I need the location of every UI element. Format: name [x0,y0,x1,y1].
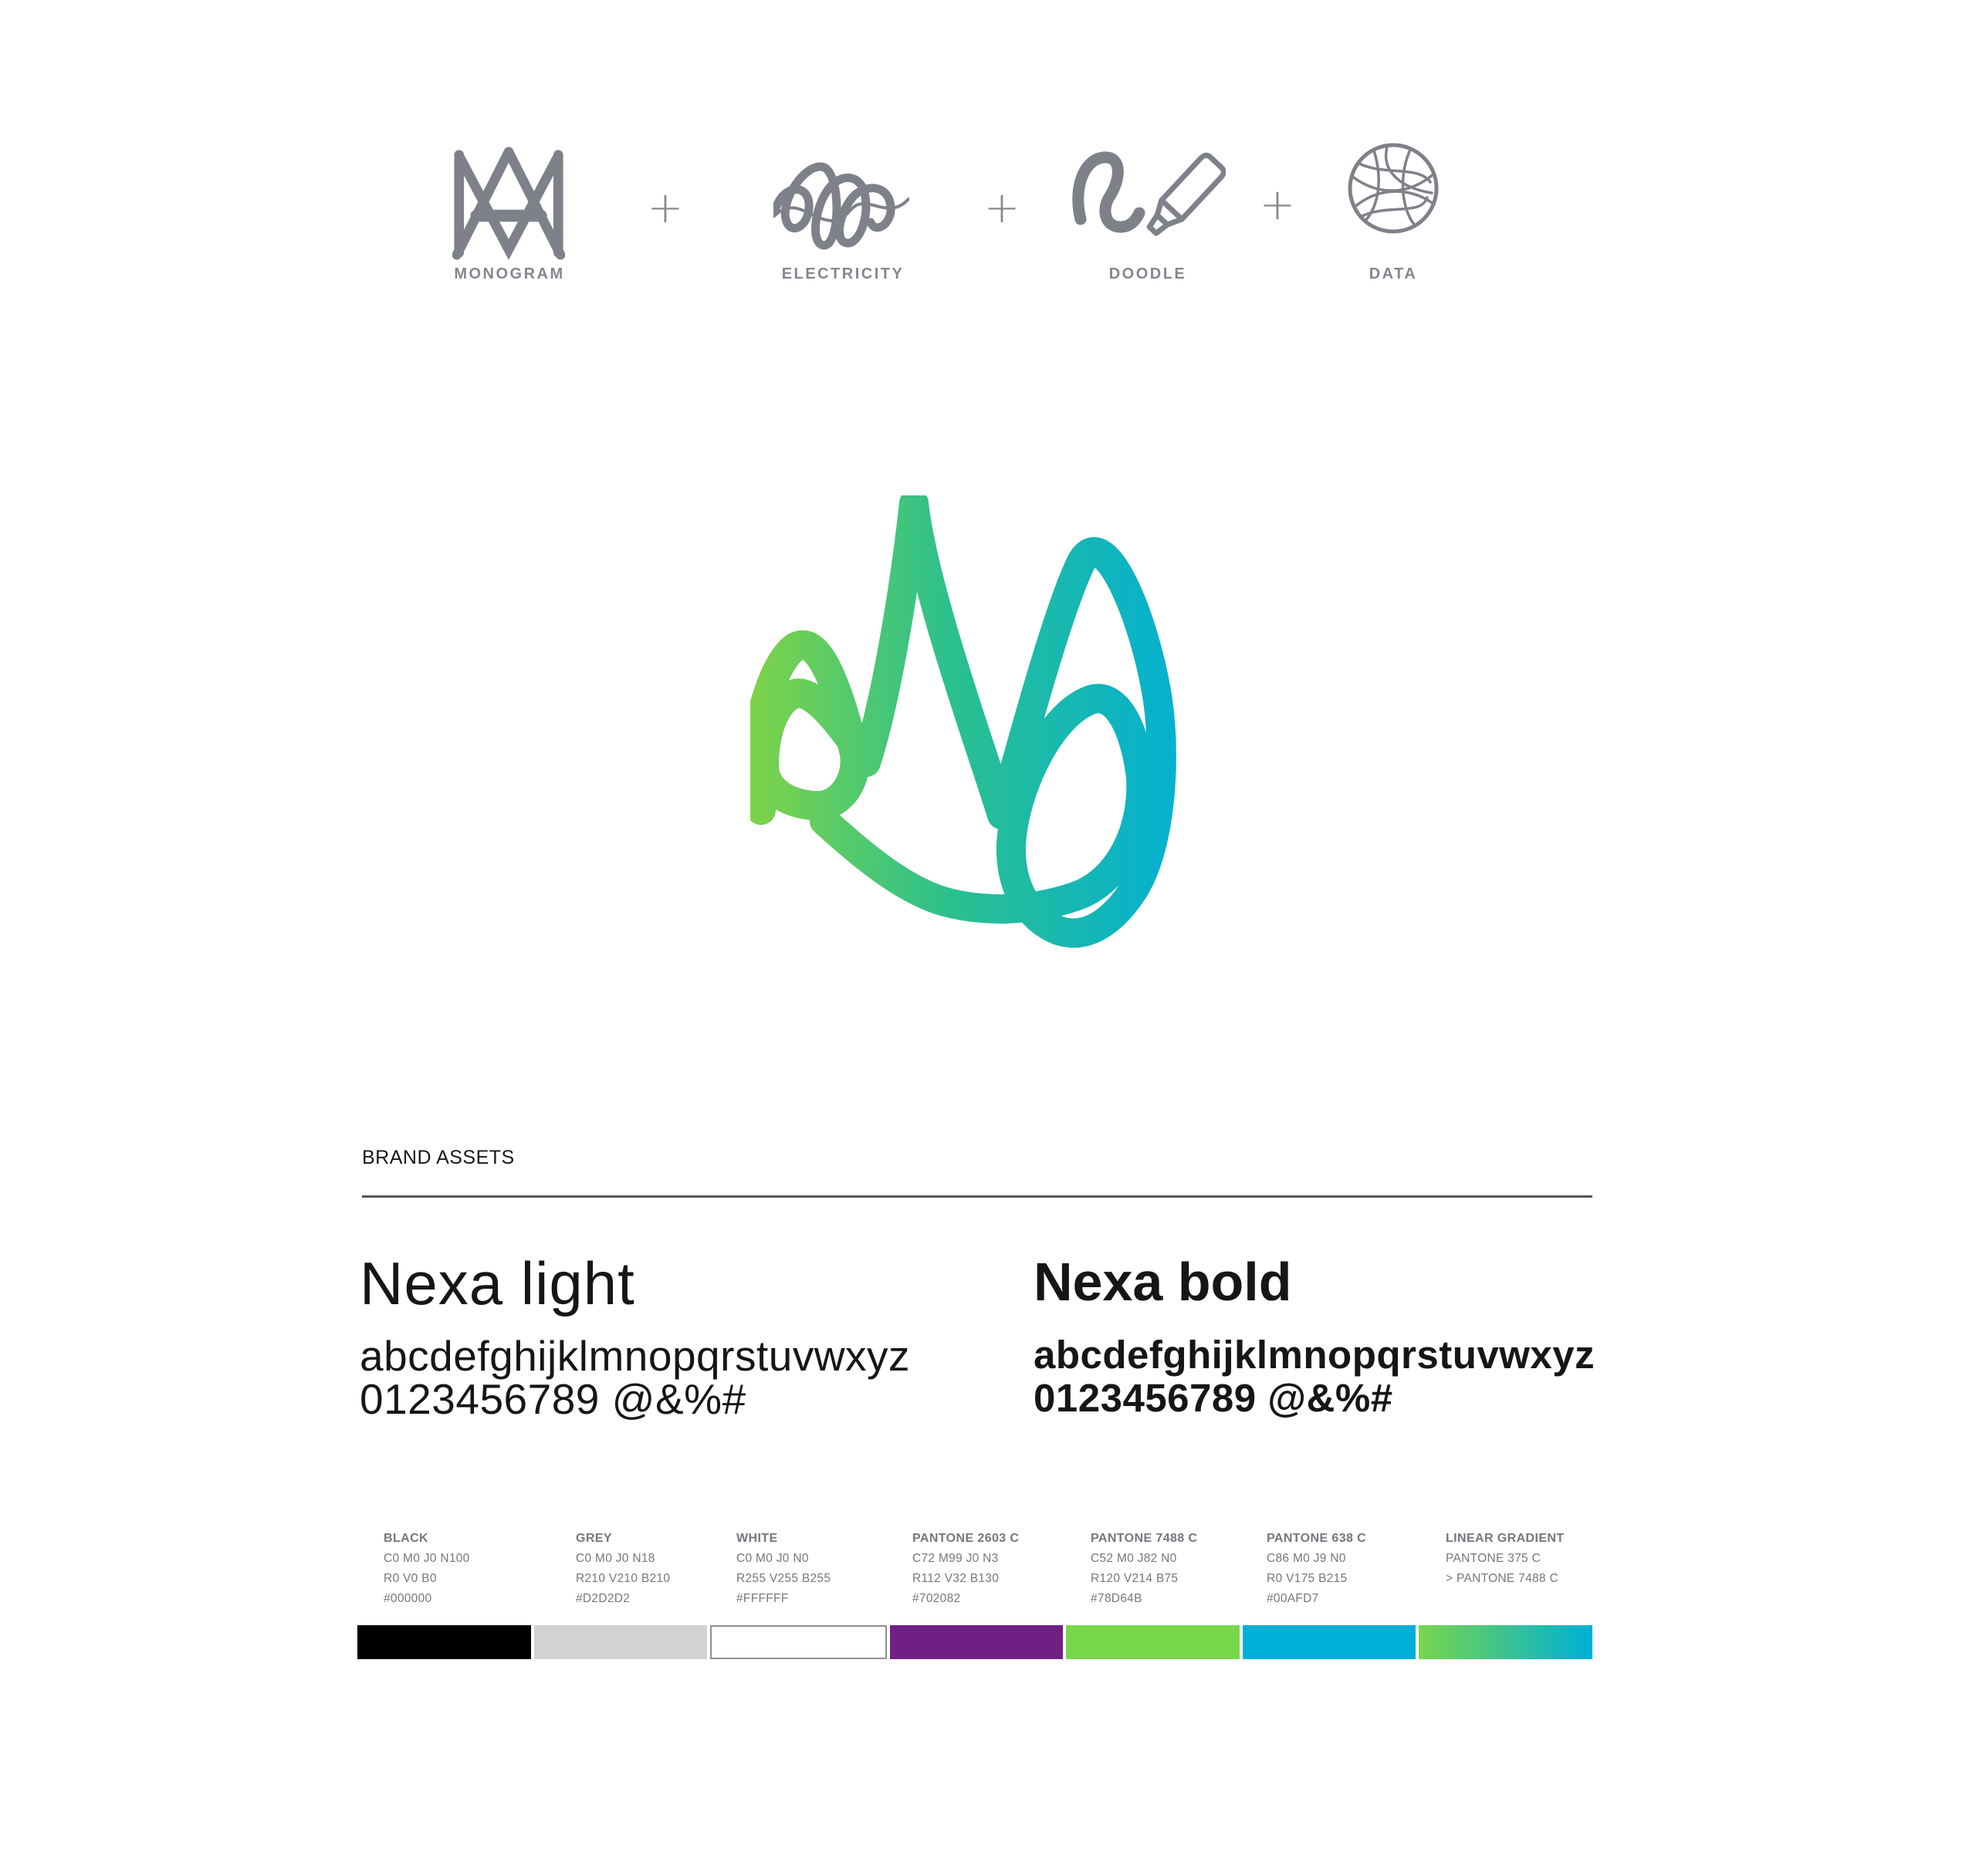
doodle-icon [1071,139,1226,252]
color-spec-white [736,1529,831,1609]
section-heading: BRAND ASSETS [362,1147,515,1168]
color-hex: #702082 [912,1592,961,1605]
color-cmyk: C0 M0 J0 N0 [736,1552,809,1565]
typeface-bold-numerals: 0123456789 @&%# [1034,1376,1393,1420]
swatch-blue [1243,1625,1416,1659]
color-rgb: R0 V0 B0 [384,1572,437,1585]
color-cmyk: C72 M99 J0 N3 [912,1552,999,1565]
data-globe-icon [1347,142,1440,238]
color-name: WHITE [736,1532,778,1545]
typeface-bold-alphabet: abcdefghijklmnopqrstuvwxyz [1034,1333,1595,1377]
plus-separator: + [647,183,684,233]
color-name: PANTONE 638 C [1267,1532,1367,1545]
color-cmyk: C0 M0 J0 N18 [576,1552,655,1565]
swatch-gradient [1419,1625,1592,1659]
color-cmyk: C86 M0 J9 N0 [1267,1552,1346,1565]
typeface-bold-name: Nexa bold [1034,1252,1292,1312]
color-name: GREY [576,1532,612,1545]
gradient-doodle-logo [750,495,1198,985]
color-name: PANTONE 2603 C [912,1532,1020,1545]
color-cmyk: C0 M0 J0 N100 [384,1552,470,1565]
color-gradient-to: > PANTONE 7488 C [1446,1572,1558,1585]
color-name: BLACK [384,1532,428,1545]
color-hex: #FFFFFF [736,1592,789,1605]
color-palette-bar [357,1625,1592,1659]
color-spec-black [384,1529,470,1609]
color-hex: #00AFD7 [1267,1592,1319,1605]
color-rgb: R0 V175 B215 [1267,1572,1348,1585]
color-name: LINEAR GRADIENT [1446,1532,1565,1545]
color-name: PANTONE 7488 C [1091,1532,1198,1545]
color-spec-grey [576,1529,670,1609]
color-rgb: R120 V214 B75 [1091,1572,1179,1585]
typeface-light-name: Nexa light [360,1249,635,1317]
color-cmyk: C52 M0 J82 N0 [1091,1552,1177,1565]
concept-label-data: DATA [1369,265,1418,282]
color-spec-pantone-638c [1267,1529,1366,1609]
swatch-purple [890,1625,1064,1659]
electricity-icon [773,151,909,260]
section-divider [362,1195,1592,1198]
color-spec-pantone-7488c [1091,1529,1197,1609]
plus-separator: + [1259,180,1296,230]
concept-label-electricity: ELECTRICITY [781,265,905,282]
color-gradient-from: PANTONE 375 C [1446,1552,1541,1565]
color-rgb: R210 V210 B210 [576,1572,671,1585]
plus-separator: + [983,183,1020,233]
color-spec-pantone-2603c [912,1529,1019,1609]
typeface-light-numerals: 0123456789 @&%# [360,1375,746,1423]
swatch-green [1066,1625,1240,1659]
color-hex: #78D64B [1091,1592,1142,1605]
color-spec-linear-gradient [1446,1529,1565,1589]
concept-label-monogram: MONOGRAM [454,265,565,282]
color-rgb: R112 V32 B130 [912,1572,1000,1585]
swatch-white [710,1625,887,1659]
color-rgb: R255 V255 B255 [736,1572,831,1585]
swatch-grey [534,1625,708,1659]
concept-label-doodle: DOODLE [1108,265,1187,282]
monogram-icon [452,147,565,265]
color-hex: #D2D2D2 [576,1592,631,1605]
color-hex: #000000 [384,1592,432,1605]
swatch-black [357,1625,531,1659]
typeface-light-alphabet: abcdefghijklmnopqrstuvwxyz [360,1332,911,1380]
